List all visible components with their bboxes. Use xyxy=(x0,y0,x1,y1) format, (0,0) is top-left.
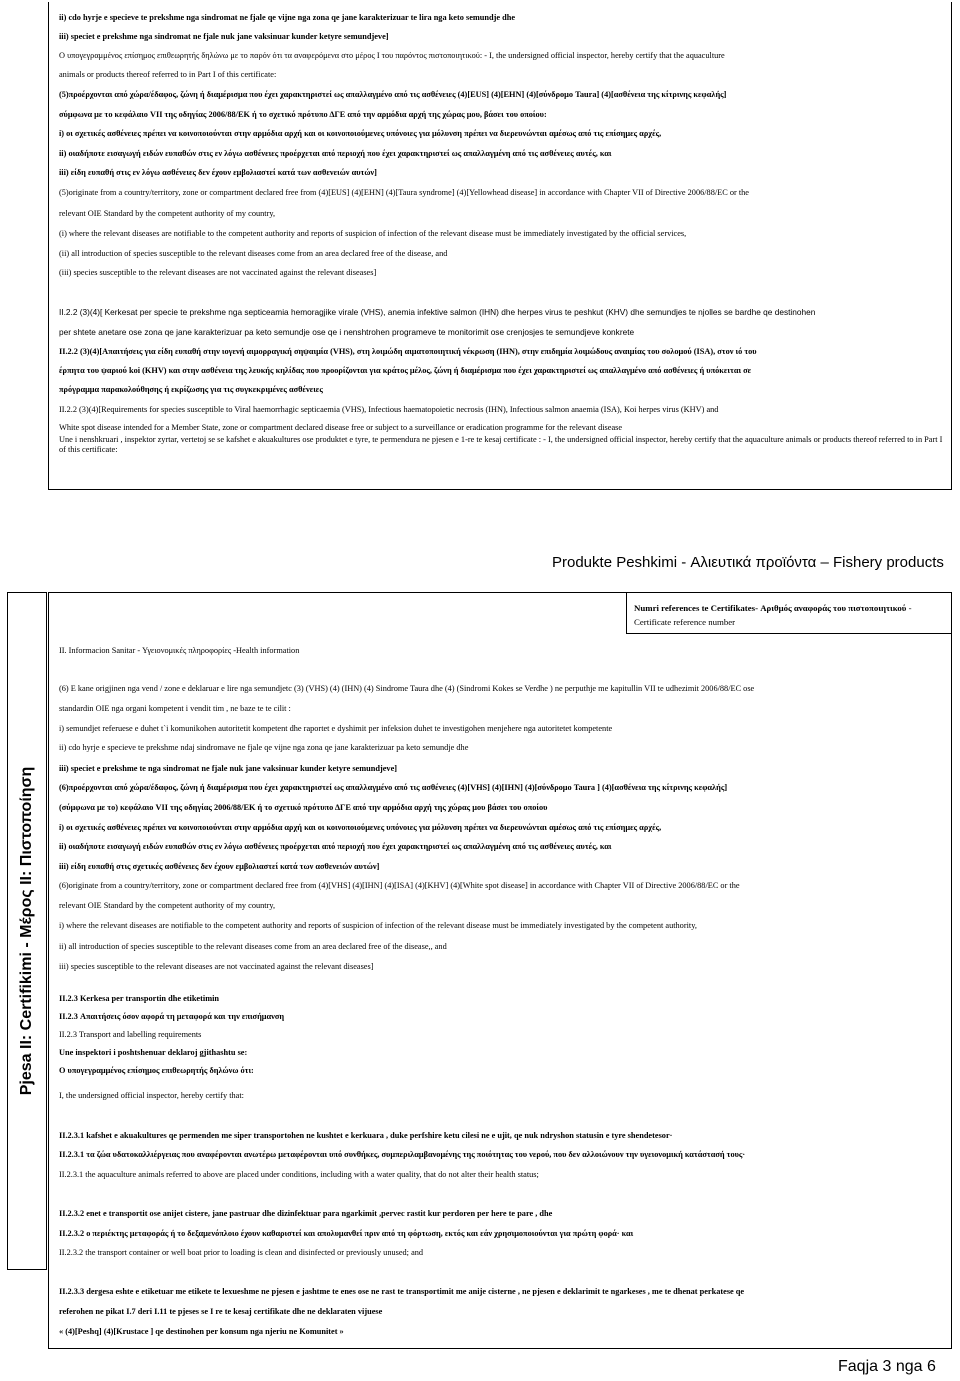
top-line-18: έρπητα του ψαριού koi (KHV) και στην ασθένεια της λευκής κηλίδας που προορίζονται για κράτος μέλος, ζώνη ή διαμέρισμα που έχει χαρακτηριστεί ως απαλλαγμένο από ασθένειες ή υπόκειται σε xyxy=(59,366,752,375)
main-line-9: i) οι σχετικές ασθένειες πρέπει να κοινοποιούνται στην αρμόδια αρχή και οι κοινοποιούμενες υπόνοιες για μόλυνση πρέπει να διερευνώνται αμέσως από τις επίσημες αρχές, xyxy=(59,823,662,832)
top-line-15: II.2.2 (3)(4)[ Kerkesat per specie te prekshme nga septiceamia hemoragjike virale (VHS), anemia infektive salmon (IHN) dhe herpes virus te peshkut (KHV) dhe semundjes te njolles se bardhe qe destinohen xyxy=(59,307,816,317)
main-line-22: I, the undersigned official inspector, hereby certify that: xyxy=(59,1091,244,1100)
main-line-5: ii) cdo hyrje e specieve te prekshme ndaj sindromave ne fjale qe vijne nga zona qe jane karakterizuar pa keto semundje dhe xyxy=(59,743,469,752)
page-number: Faqja 3 nga 6 xyxy=(838,1358,936,1375)
main-line-13: relevant OIE Standard by the competent authority of my country, xyxy=(59,901,276,910)
top-line-6: σύμφωνα με το κεφάλαιο VII της οδηγίας 2006/88/ΕΚ ή το σχετικό πρότυπο ΔΓΕ από την αρμόδια αρχή της χώρας μου, βάσει του οποίου: xyxy=(59,110,547,119)
main-line-12: (6)originate from a country/territory, zone or compartment declared free from (4)[VHS] (4)[IHN] (4)[ISA] (4)[KHV] (4)[White spot disease] in accordance with Chapter VII of Directive 2006/88/EC or the xyxy=(59,881,740,890)
main-line-1: II. Informacion Sanitar - Υγειονομικές πληροφορίες -Health information xyxy=(59,646,300,655)
main-line-20: Une inspektori i poshtshenuar deklaroj gjithashtu se: xyxy=(59,1048,248,1057)
main-line-6: iii) speciet e prekshme te nga sindromat ne fjale nuk jane vaksinuar kunder ketyre semundjeve] xyxy=(59,764,398,773)
top-line-20: II.2.2 (3)(4)[Requirements for species susceptible to Viral haemorrhagic septicaemia (VHS), Infectious haematopoietic necrosis (IHN), Infectious salmon anaemia (ISA), Koi herpes virus (KHV) and xyxy=(59,405,719,414)
main-line-3: standardin OIE nga organi kompetent i vendit tim , ne baze te te cilit : xyxy=(59,704,291,713)
main-line-14: i) where the relevant diseases are notifiable to the competent authority and reports of suspicion of infection of the relevant disease must be immediately investigated by the competent authority, xyxy=(59,921,697,930)
main-line-15: ii) all introduction of species susceptible to the relevant diseases come from an area declared free of the disease,, and xyxy=(59,942,447,951)
main-line-27: II.2.3.2 ο περιέκτης μεταφοράς ή το δεξαμενόπλοιο έχουν καθαριστεί και απολυμανθεί πριν από τη φόρτωση, εκτός και εάν χρησιμοποιούνται για πρώτη φορά· και xyxy=(59,1229,634,1238)
top-line-19: πρόγραμμα παρακολούθησης ή εκρίζωσης για τις συγκεκριμένες ασθένειες xyxy=(59,385,323,394)
main-line-25: II.2.3.1 the aquaculture animals referred to above are placed under conditions, including with a water quality, that do not alter their health status; xyxy=(59,1170,539,1179)
main-line-8: (σύμφωνα με το) κεφάλαιο VII της οδηγίας 2006/88/ΕΚ ή το σχετικό πρότυπο ΔΓΕ από την αρμόδια αρχή της χώρας μου βάσει του οποίου xyxy=(59,803,548,812)
main-line-21: Ο υπογεγραμμένος επίσημος επιθεωρητής δηλώνω ότι: xyxy=(59,1066,254,1075)
top-line-21: White spot disease intended for a Member State, zone or compartment declared disease free or subject to a surveillance or eradication programme for the relevant disease xyxy=(59,423,623,432)
main-line-29: II.2.3.3 dergesa eshte e etiketuar me etikete te lexueshme ne pjesen e jashtme te enes ose ne rast te transportimit me anije cisterne , ne pjesen e deklarimit te ngarkeses , me te dhenat perkatese qe xyxy=(59,1287,745,1296)
top-line-11: relevant OIE Standard by the competent authority of my country, xyxy=(59,209,276,218)
main-line-26: II.2.3.2 enet e transportit ose anijet cistere, jane pastruar dhe dizinfektuar para ngarkimit ,pervec rastit kur perdoren per here te pare , dhe xyxy=(59,1209,553,1218)
main-line-2: (6) E kane origjinen nga vend / zone e deklaruar e lire nga semundjetc (3) (VHS) (4) (IHN) (4) Sindrome Taura dhe (4) (Sindromi Kokes se Verdhe ) ne perputhje me kapitullin VII te udhezimit 2006/88/EC ose xyxy=(59,684,755,693)
main-line-16: iii) species susceptible to the relevant diseases are not vaccinated against the relevant diseases] xyxy=(59,962,374,971)
top-line-3: Ο υπογεγραμμένος επίσημος επιθεωρητής δηλώνω με το παρόν ότι τα αναφερόμενα στο μέρος I του παρόντος πιστοποιητικού: - I, the undersigned official inspector, hereby certify that the aquaculture xyxy=(59,51,725,60)
main-line-7: (6)προέρχονται από χώρα/έδαφος, ζώνη ή διαμέρισμα που έχει χαρακτηριστεί ως απαλλαγμένο από τις ασθένειες (4)[VHS] (4)[IHN] (4)[σύνδρομο Taura ] (4)[ασθένεια της κίτρινης κεφαλής] xyxy=(59,783,728,792)
top-line-12: (i) where the relevant diseases are notifiable to the competent authority and reports of suspicion of infection of the relevant disease must be immediately investigated by the official services, xyxy=(59,229,687,238)
top-line-8: ii) οιαδήποτε εισαγωγή ειδών ευπαθών στις εν λόγω ασθένειες προέρχεται από περιοχή που έχει χαρακτηριστεί ως απαλλαγμένη από τις ασθένειες αυτές, και xyxy=(59,149,612,158)
main-line-23: II.2.3.1 kafshet e akuakultures qe permenden me siper transportohen ne kushtet e kerkuara , duke perfshire ketu cilesi ne e ujit, qe nuk ndryshon statusin e tyre shendetesor· xyxy=(59,1131,673,1140)
main-line-17: II.2.3 Kerkesa per transportin dhe etiketimin xyxy=(59,994,220,1003)
top-line-16: per shtete anetare ose zona qe jane karakterizuar pa keto semundje ose qe i nenshtrohen programeve te monitorimit ose crenjosjes te semundjeve konkrete xyxy=(59,327,635,337)
top-line-10: (5)originate from a country/territory, zone or compartment declared free from (4)[EUS] (4)[EHN] (4)[Taura syndrome] (4)[Yellowhead disease] in accordance with Chapter VII of Directive 2006/88/EC or the xyxy=(59,188,749,197)
main-line-31: « (4)[Peshq] (4)[Krustace ] qe destinohen per konsum nga njeriu ne Komunitet » xyxy=(59,1327,344,1336)
main-line-30: referohen ne pikat I.7 deri I.11 te pjeses se I re te kesaj certifikate dhe ne deklaraten vijuese xyxy=(59,1307,383,1316)
main-line-11: iii) είδη ευπαθή στις σχετικές ασθένειες δεν έχουν εμβολιαστεί κατά των ασθενειών αυτών] xyxy=(59,862,380,871)
top-line-2: iii) speciet e prekshme nga sindromat ne fjale nuk jane vaksinuar kunder ketyre semundjeve] xyxy=(59,32,389,41)
main-line-18: II.2.3 Απαιτήσεις όσον αφορά τη μεταφορά και την επισήμανση xyxy=(59,1012,285,1021)
top-line-7: i) οι σχετικές ασθένειες πρέπει να κοινοποιούνται στην αρμόδια αρχή και οι κοινοποιούμενες υπόνοιες για μόλυνση πρέπει να διερευνώνται αμέσως από τις επίσημες αρχές, xyxy=(59,129,662,138)
main-line-10: ii) οιαδήποτε εισαγωγή ειδών ευπαθών στις εν λόγω ασθένειες προέρχεται από περιοχή που έχει χαρακτηριστεί ως απαλλαγμένη από τις ασθένειες αυτές, και xyxy=(59,842,612,851)
reference-number-label: Numri references te Certifikates- Αριθμός αναφοράς του πιστοποιητικού - Certificate reference number xyxy=(634,603,912,627)
top-line-14: (iii) species susceptible to the relevant diseases are not vaccinated against the relevant diseases] xyxy=(59,268,377,277)
top-line-1: ii) cdo hyrje e specieve te prekshme nga sindromat ne fjale qe vijne nga zona qe jane karakterizuar te lira nga keto semundje dhe xyxy=(59,13,516,22)
top-line-13: (ii) all introduction of species susceptible to the relevant diseases come from an area declared free of the disease, and xyxy=(59,249,448,258)
main-line-4: i) semundjet referuese e duhet t`i komunikohen autoritetit kompetent dhe raportet e dyshimit per infeksion duhet te investigohen menjehere nga autoritetet kompetente xyxy=(59,724,613,733)
top-line-22: Une i nenshkruari , inspektor zyrtar, vertetoj se se kafshet e akuakultures ose produktet e tyre, te permendura ne pjesen e 1-re te kesaj certificate : - I, the undersigned official inspector, hereby certify that the aquaculture animals or products thereof referred to in Part I of this certificate: xyxy=(59,435,943,454)
side-label: Pjesa II: Certifikimi - Μέρος II: Πιστοποίηση xyxy=(18,766,35,1096)
main-line-19: II.2.3 Transport and labelling requirements xyxy=(59,1030,202,1039)
main-line-24: II.2.3.1 τα ζώα υδατοκαλλιέργειας που αναφέρονται ανωτέρω μεταφέρονται υπό συνθήκες, συμπεριλαμβανομένης της ποιότητας του νερού, που δεν αλλοιώνουν την υγειονομική κατάστασή τους· xyxy=(59,1150,746,1159)
top-line-5: (5)προέρχονται από χώρα/έδαφος, ζώνη ή διαμέρισμα που έχει χαρακτηριστεί ως απαλλαγμένο από τις ασθένειες (4)[EUS] (4)[EHN] (4)[σύνδρομο Taura] (4)[ασθένεια της κίτρινης κεφαλής] xyxy=(59,90,727,99)
top-line-4: animals or products thereof referred to in Part I of this certificate: xyxy=(59,70,277,79)
main-line-28: II.2.3.2 the transport container or well boat prior to loading is clean and disinfected or previously unused; and xyxy=(59,1248,424,1257)
top-line-17: II.2.2 (3)(4)[Απαιτήσεις για είδη ευπαθή στην ιογενή αιμορραγική σηψαιμία (VHS), στη λοιμώδη αιματοποιητική νέκρωση (IHN), στην επιδημία λοιμώδους αναιμίας του σολομού (ISA), στον ιό του xyxy=(59,347,757,356)
top-line-9: iii) είδη ευπαθή στις εν λόγω ασθένειες δεν έχουν εμβολιαστεί κατά των ασθενειών αυτών] xyxy=(59,168,377,177)
section-title: Produkte Peshkimi - Αλιευτικά προϊόντα – Fishery products xyxy=(552,554,944,571)
